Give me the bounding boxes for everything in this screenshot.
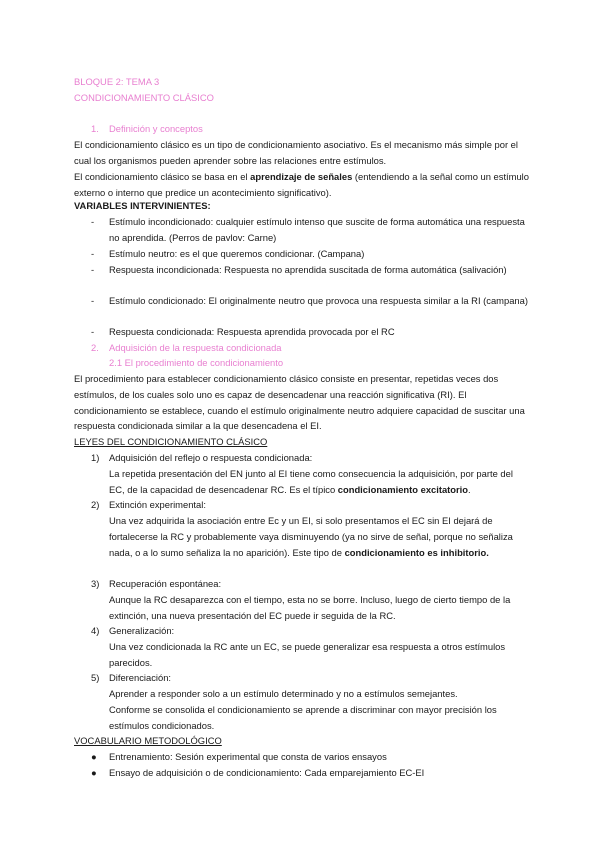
list-item: Estímulo condicionado: El originalmente neutro que provoca una respuesta similar a la RI (campana) [109, 295, 528, 306]
vocab-heading: VOCABULARIO METODOLÓGICO [74, 735, 222, 746]
vocab-bullet: ● [91, 751, 97, 762]
vocab-item: Entrenamiento: Sesión experimental que consta de varios ensayos [109, 751, 387, 762]
law-number: 1) [91, 452, 100, 463]
list-bullet: - [91, 216, 95, 227]
law-text: Aunque la RC desaparezca con el tiempo, esta no se borre. Incluso, luego de cierto tiempo de la extinción, una nueva presentación del EC puede ir seguida de la RC. [109, 594, 511, 621]
vocab-bullet: ● [91, 767, 97, 778]
list-item: Respuesta condicionada: Respuesta aprendida provocada por el RC [109, 326, 395, 337]
procedure-paragraph: El procedimiento para establecer condicionamiento clásico consiste en presentar, repetidas veces dos estímulos, de los cuales solo uno es capaz de desencadenar una reacción significativa (RI). El condicionamiento se establece, cuando el estímulo originalmente neutro adquiere capacidad de suscitar una respuesta condicionada similar a la que desencadena el EI. [74, 373, 525, 432]
list-item: Estímulo incondicionado: cualquier estímulo intenso que suscite de forma automática una respuesta no aprendida. (Perros de pavlov: Carne) [109, 216, 525, 243]
signal-learning-term: aprendizaje de señales [250, 171, 353, 182]
law-title: Extinción experimental: [109, 499, 206, 510]
law-number: 3) [91, 578, 100, 589]
list-bullet: - [91, 326, 95, 337]
law-text: Aprender a responder solo a un estímulo determinado y no a estímulos semejantes. [109, 688, 458, 699]
section-1-number: 1. [91, 123, 99, 134]
subsection-2-1-title: 2.1 El procedimiento de condicionamiento [109, 357, 284, 368]
section-2-title: Adquisición de la respuesta condicionada [109, 342, 282, 353]
vocab-item: Ensayo de adquisición o de condicionamiento: Cada emparejamiento EC-EI [109, 767, 425, 778]
list-bullet: - [91, 264, 95, 275]
section-2-number: 2. [91, 342, 99, 353]
laws-heading: LEYES DEL CONDICIONAMIENTO CLÁSICO [74, 436, 268, 447]
law-text-continued: Conforme se consolida el condicionamiento se aprende a discriminar con mayor precisión los estímulos condicionados. [109, 704, 497, 731]
list-item: Respuesta incondicionada: Respuesta no aprendida suscitada de forma automática (salivación) [109, 264, 507, 275]
signal-learning-paragraph: El condicionamiento clásico se basa en el aprendizaje de señales (entendiendo a la señal como un estímulo externo o interno que predice un acontecimiento significativo). [74, 171, 529, 198]
law-text: La repetida presentación del EN junto al EI tiene como consecuencia la adquisición, por parte del EC, de la capacidad de desencadenar RC. Es el típico condicionamiento excitatorio. [109, 468, 513, 495]
law-number: 5) [91, 672, 100, 683]
law-title: Generalización: [109, 625, 175, 636]
variables-heading: VARIABLES INTERVINIENTES: [74, 200, 211, 211]
law-title: Recuperación espontánea: [109, 578, 222, 589]
definition-paragraph: El condicionamiento clásico es un tipo de condicionamiento asociativo. Es el mecanismo más simple por el cual los organismos pueden aprender sobre las relaciones entre estímulos. [74, 139, 518, 166]
page-title: CONDICIONAMIENTO CLÁSICO [74, 92, 214, 103]
list-bullet: - [91, 248, 95, 259]
list-bullet: - [91, 295, 95, 306]
law-title: Adquisición del reflejo o respuesta condicionada: [109, 452, 313, 463]
law-number: 2) [91, 499, 100, 510]
list-item: Estímulo neutro: es el que queremos condicionar. (Campana) [109, 248, 365, 259]
law-text: Una vez condicionada la RC ante un EC, se puede generalizar esa respuesta a otros estímulos parecidos. [109, 641, 506, 668]
law-number: 4) [91, 625, 100, 636]
block-label: BLOQUE 2: TEMA 3 [74, 76, 160, 87]
section-1-title: Definición y conceptos [109, 123, 203, 134]
law-title: Diferenciación: [109, 672, 172, 683]
law-text: Una vez adquirida la asociación entre Ec y un EI, si solo presentamos el EC sin EI dejará de fortalecerse la RC y probablemente vaya disminuyendo (ya no sirve de señal, porque no señaliza nada, o a lo sumo señaliza la no aparición). Este tipo de condicionamiento es inhibitorio. [109, 515, 513, 558]
